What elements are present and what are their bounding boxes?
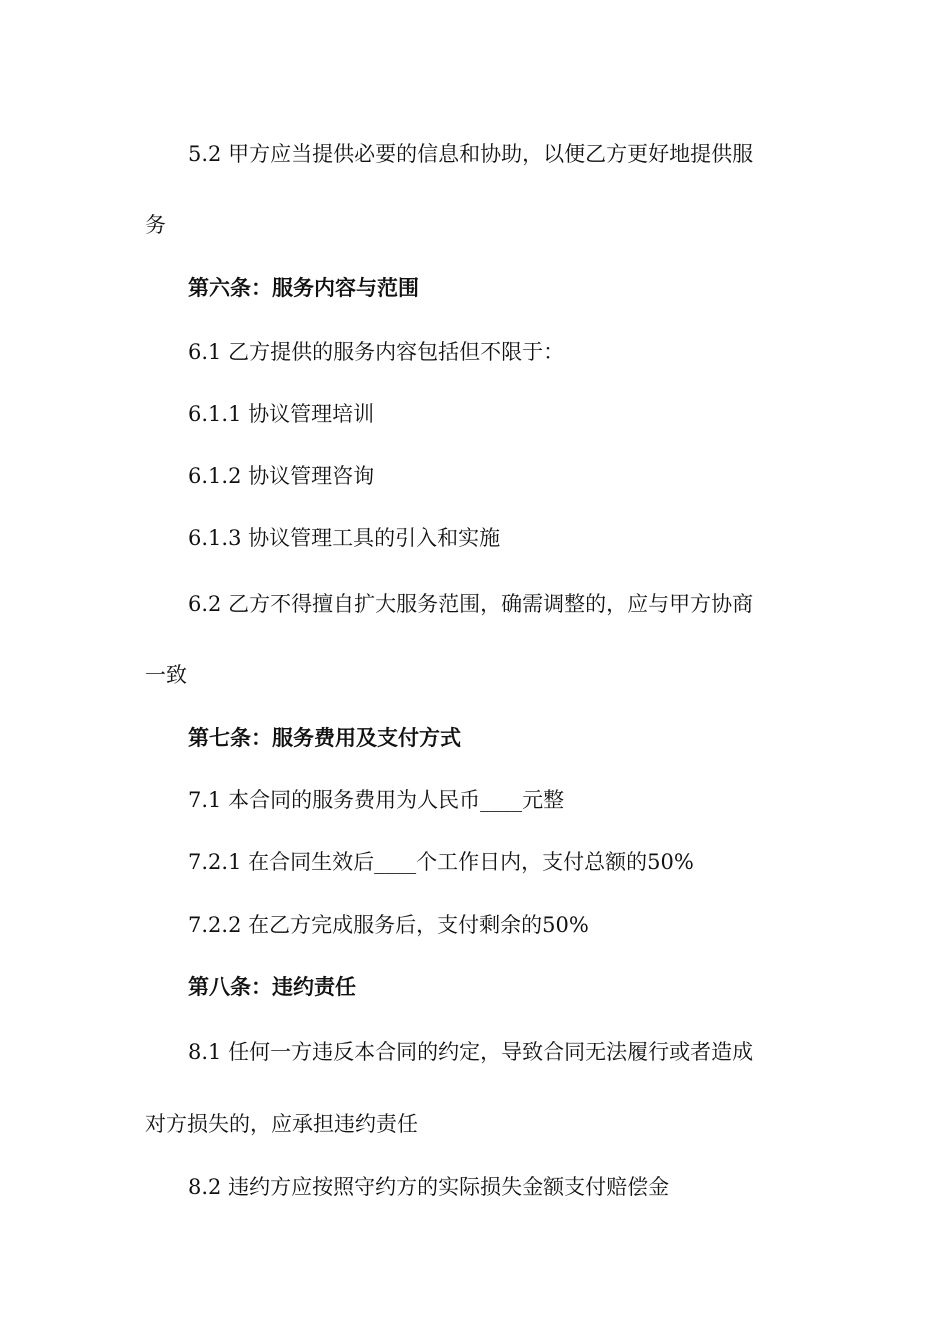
clause-8-1-line-2: 对方损失的，应承担违约责任 — [145, 1112, 418, 1136]
clause-6-1-2: 6.1.2 协议管理咨询 — [188, 464, 375, 488]
article-6-heading: 第六条：服务内容与范围 — [188, 275, 419, 300]
clause-7-1: 7.1 本合同的服务费用为人民币____元整 — [188, 788, 565, 812]
clause-8-2: 8.2 违约方应按照守约方的实际损失金额支付赔偿金 — [188, 1175, 670, 1199]
article-7-heading: 第七条：服务费用及支付方式 — [188, 725, 461, 750]
clause-5-2-line-2: 务 — [145, 213, 166, 237]
clause-8-1-line-1: 8.1 任何一方违反本合同的约定，导致合同无法履行或者造成 — [188, 1040, 754, 1064]
clause-6-2-line-1: 6.2 乙方不得擅自扩大服务范围，确需调整的，应与甲方协商 — [188, 592, 754, 616]
clause-6-1-3: 6.1.3 协议管理工具的引入和实施 — [188, 526, 501, 550]
clause-7-2-2: 7.2.2 在乙方完成服务后，支付剩余的50% — [188, 913, 589, 937]
clause-6-1-1: 6.1.1 协议管理培训 — [188, 402, 375, 426]
clause-5-2-line-1: 5.2 甲方应当提供必要的信息和协助，以便乙方更好地提供服 — [188, 142, 754, 166]
clause-6-2-line-2: 一致 — [145, 663, 187, 687]
clause-6-1: 6.1 乙方提供的服务内容包括但不限于： — [188, 340, 565, 364]
clause-7-2-1: 7.2.1 在合同生效后____个工作日内，支付总额的50% — [188, 850, 694, 874]
article-8-heading: 第八条：违约责任 — [188, 974, 356, 999]
